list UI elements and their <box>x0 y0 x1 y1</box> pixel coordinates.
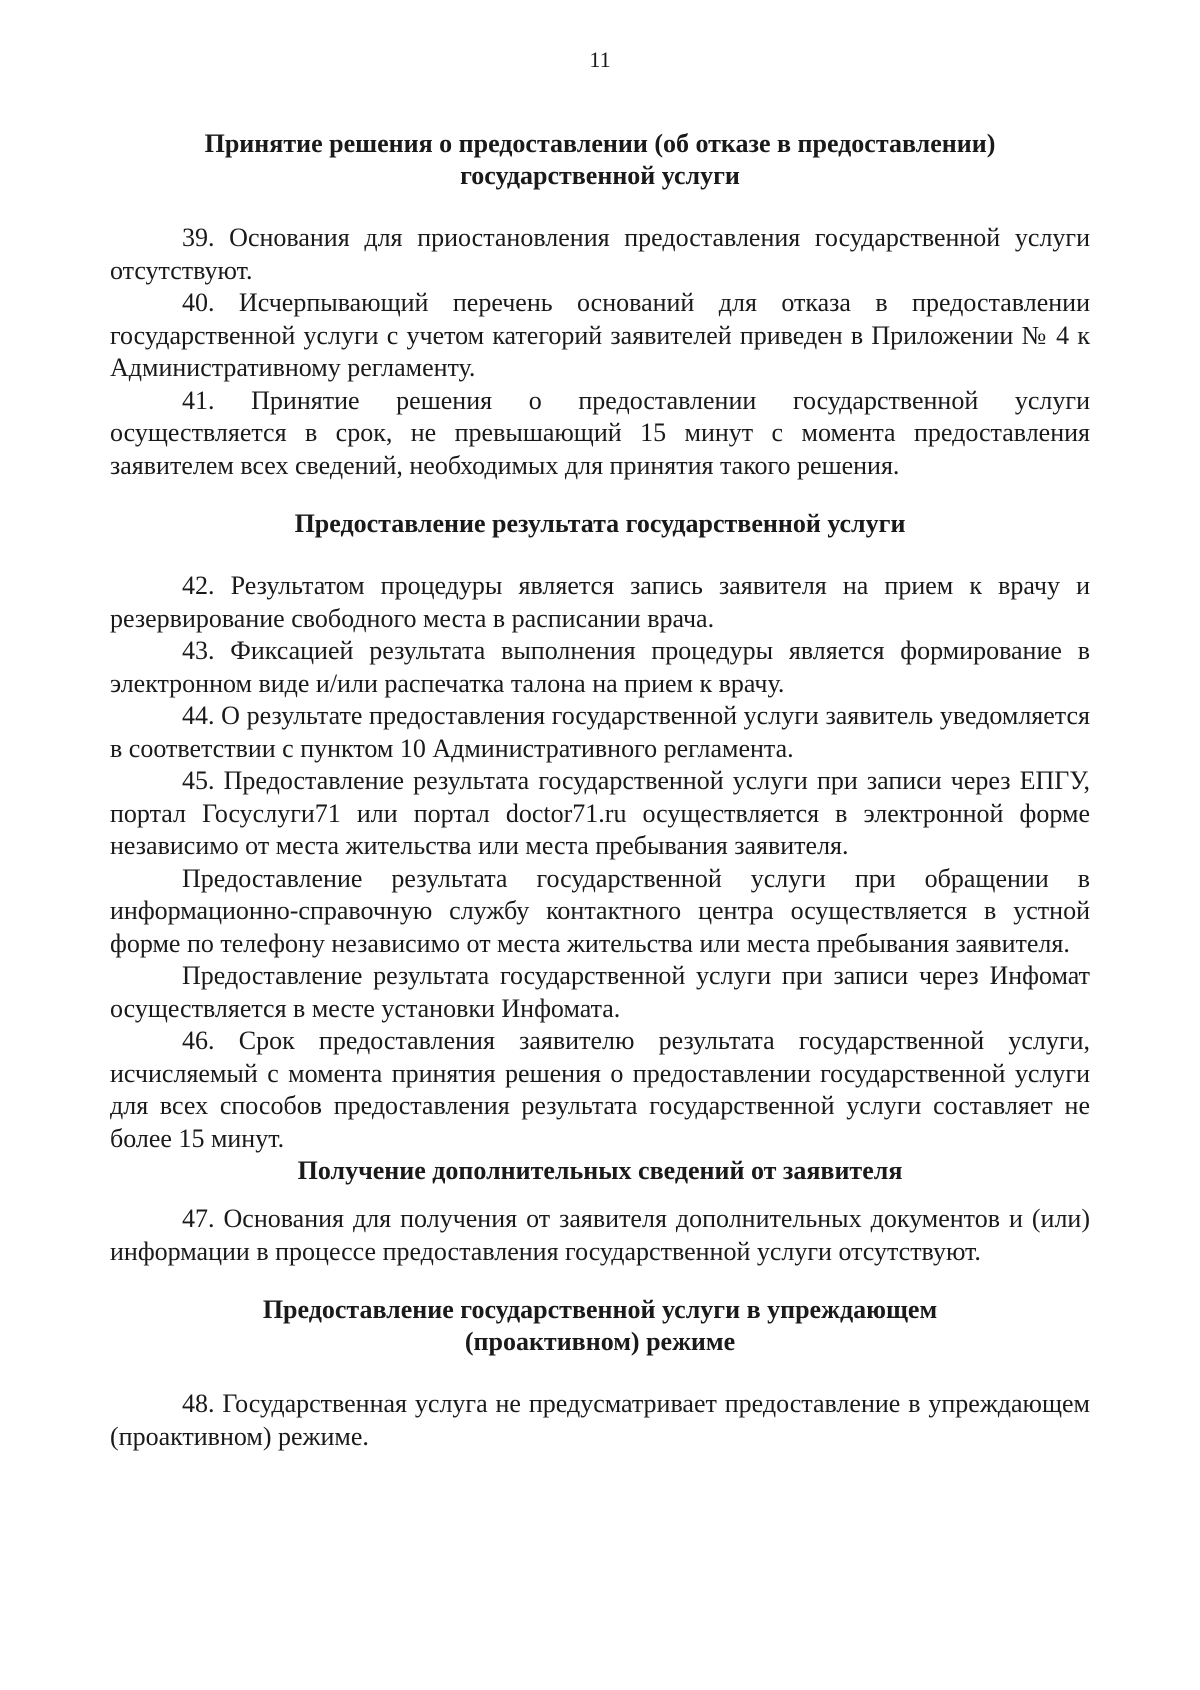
paragraph-43: 43. Фиксацией результата выполнения процедуры является формирование в электронном виде и/или распечатка талона на прием к врачу. <box>110 636 1090 698</box>
paragraph-45-contact-center: Предоставление результата государственной услуги при обращении в информационно-справочную службу контактного центра осуществляется в устной форме по телефону независимо от места жительства или места пребывания заявителя. <box>110 863 1090 958</box>
paragraph-45-infomat: Предоставление результата государственной услуги при записи через Инфомат осуществляется в месте установки Инфомата. <box>110 961 1090 1023</box>
section-additional-info <box>110 1155 1090 1268</box>
section-title <box>110 1294 1090 1358</box>
paragraph-48: 48. Государственная услуга не предусматривает предоставление в упреждающем (проактивном) режиме. <box>110 1389 1090 1451</box>
paragraph-47: 47. Основания для получения от заявителя дополнительных документов и (или) информации в процессе предоставления государственной услуги отсутствуют. <box>110 1204 1090 1266</box>
paragraph-40: 40. Исчерпывающий перечень оснований для отказа в предоставлении государственной услуги с учетом категорий заявителей приведен в Приложении № 4 к Административному регламенту. <box>110 288 1090 382</box>
section-decision <box>110 128 1090 482</box>
section-title: Предоставление результата государственной услуги <box>294 509 906 538</box>
section-proactive <box>110 1294 1090 1453</box>
paragraph-39: 39. Основания для приостановления предоставления государственной услуги отсутствуют. <box>110 223 1090 285</box>
section-result <box>110 508 1090 1155</box>
section-title-line: Принятие решения о предоставлении (об отказе в предоставлении) <box>204 129 996 158</box>
section-title <box>110 128 1090 192</box>
section-title: Получение дополнительных сведений от заявителя <box>297 1156 903 1185</box>
section-title-line: (проактивном) режиме <box>464 1327 736 1356</box>
paragraph-42: 42. Результатом процедуры является запись заявителя на прием к врачу и резервирование свободного места в расписании врача. <box>110 571 1090 633</box>
section-title-line: Предоставление государственной услуги в упреждающем <box>262 1295 938 1324</box>
paragraph-46: 46. Срок предоставления заявителю результата государственной услуги, исчисляемый с момента принятия решения о предоставлении государственной услуги для всех способов предоставления результата государственной услуги составляет не более 15 минут. <box>110 1026 1090 1153</box>
paragraph-45: 45. Предоставление результата государственной услуги при записи через ЕПГУ, портал Госуслуги71 или портал doctor71.ru осуществляется в электронной форме независимо от места жительства или места пребывания заявителя. <box>110 766 1090 860</box>
section-title-line: государственной услуги <box>460 161 740 190</box>
paragraph-41: 41. Принятие решения о предоставлении государственной услуги осуществляется в срок, не превышающий 15 минут с момента предоставления заявителем всех сведений, необходимых для принятия такого решения. <box>110 385 1090 480</box>
paragraph-44: 44. О результате предоставления государственной услуги заявитель уведомляется в соответствии с пунктом 10 Административного регламента. <box>110 701 1090 763</box>
page-number: 11 <box>589 47 611 72</box>
